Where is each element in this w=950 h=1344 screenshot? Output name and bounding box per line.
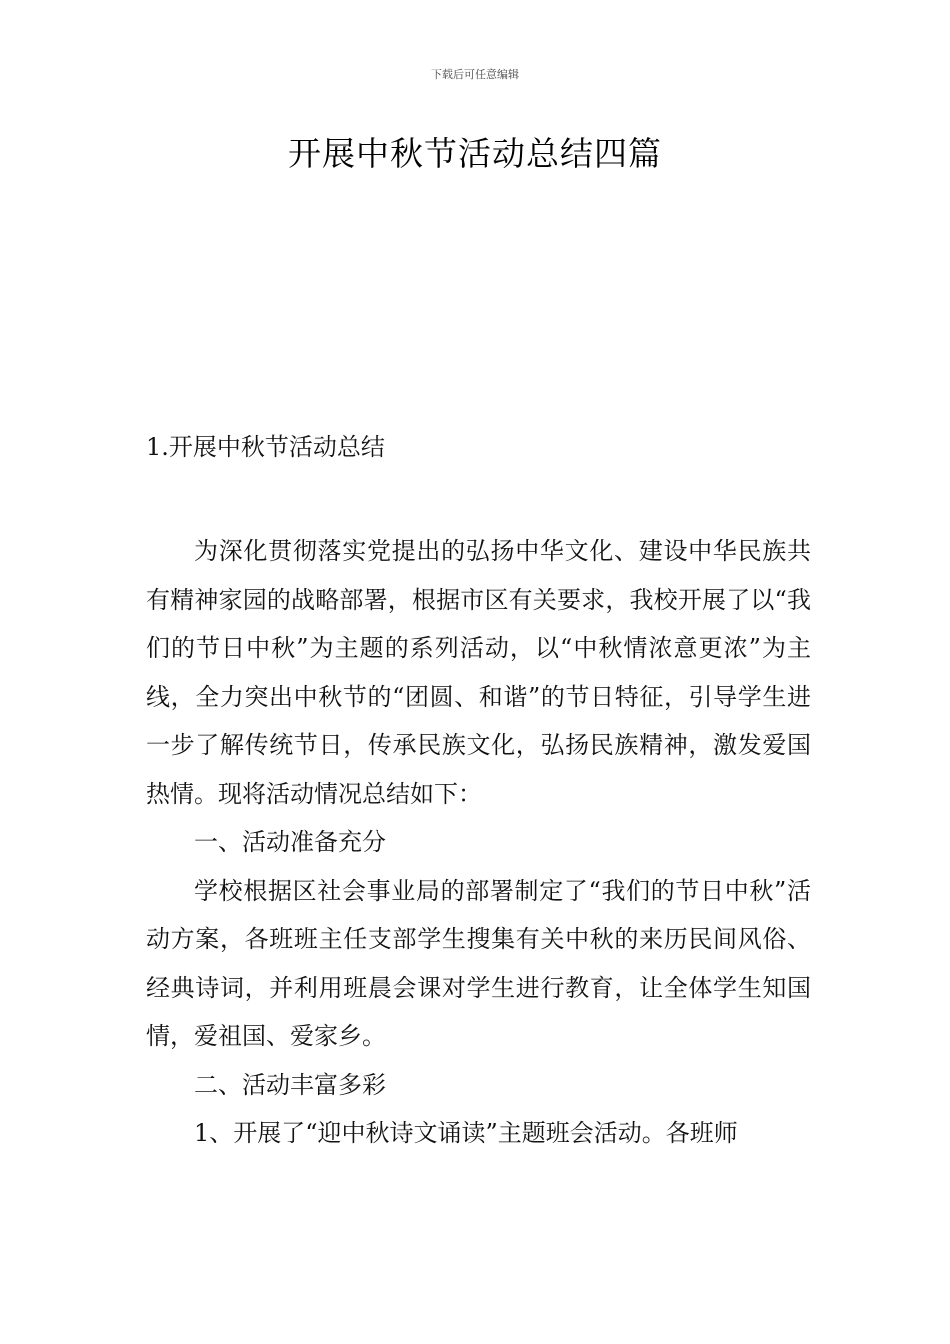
header-note: 下载后可任意编辑 — [431, 68, 519, 81]
paragraph-heading-activities: 二、活动丰富多彩 — [194, 1070, 386, 1099]
paragraph-heading-preparation: 一、活动准备充分 — [194, 828, 386, 856]
document-body — [146, 527, 811, 1158]
paragraph-intro: 为深化贯彻落实党提出的弘扬中华文化、建设中华民族共有精神家园的战略部署，根据市区有关要求，我校开展了以“我们的节日中秋”为主题的系列活动，以“中秋情浓意更浓”为主线，全力突出中秋节的“团圆、和谐”的节日特征，引导学生进一步了解传统节日，传承民族文化，弘扬民族精神，激发爱国热情。现将活动情况总结如下： — [146, 537, 811, 808]
paragraph-preparation: 学校根据区社会事业局的部署制定了“我们的节日中秋”活动方案，各班班主任支部学生搜集有关中秋的来历民间风俗、经典诗词，并利用班晨会课对学生进行教育，让全体学生知国情，爱祖国、爱家乡。 — [146, 876, 811, 1050]
section-heading: 1.开展中秋节活动总结 — [146, 433, 385, 461]
paragraph-activity-1: 1、开展了“迎中秋诗文诵读”主题班会活动。各班师 — [194, 1119, 738, 1147]
document-title: 开展中秋节活动总结四篇 — [288, 134, 662, 173]
